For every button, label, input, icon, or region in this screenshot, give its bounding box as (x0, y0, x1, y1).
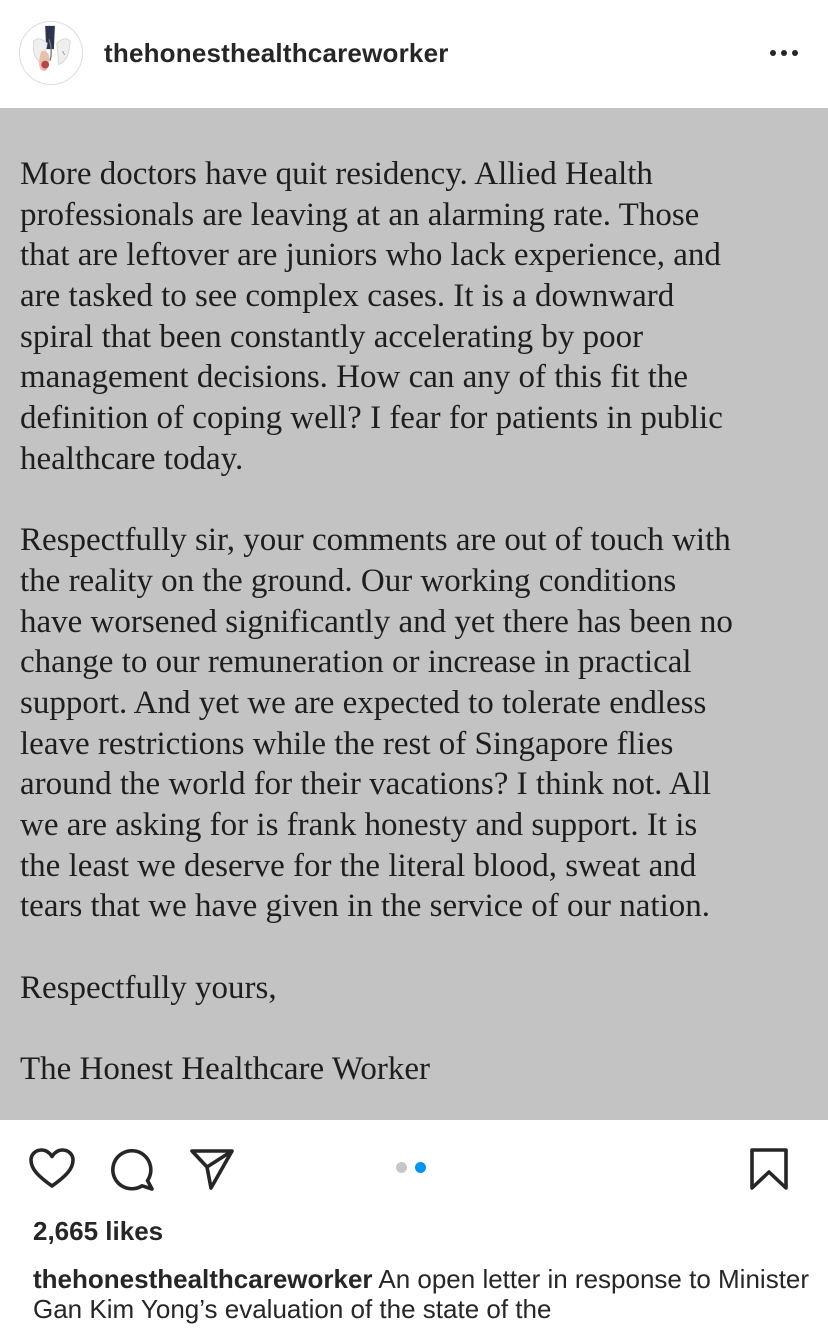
carousel-dot-active (415, 1162, 426, 1173)
post-image[interactable] (0, 108, 828, 1120)
action-bar (0, 1120, 828, 1216)
heart-icon (28, 1147, 76, 1189)
letter-line: The Honest Healthcare Worker (20, 1051, 430, 1088)
letter-line: that are leftover are juniors who lack experience, and (20, 237, 721, 274)
letter-line: More doctors have quit residency. Allied Health (20, 156, 653, 192)
letter-line: change to our remuneration or increase in practical (20, 644, 692, 681)
letter-line: support. And yet we are expected to tolerate endless (20, 684, 707, 721)
letter-line: the least we deserve for the literal blood, sweat and (20, 847, 697, 884)
letter-line: the reality on the ground. Our working conditions (20, 562, 677, 599)
send-icon (189, 1147, 235, 1191)
letter-line: we are asking for is frank honesty and support. It is (20, 807, 698, 843)
profile-picture (20, 22, 82, 84)
more-options-button[interactable] (764, 38, 804, 68)
caption-text: An open letter in response to Minister Gan Kim Yong’s evaluation of the state of the (33, 1264, 810, 1324)
post-caption (33, 1264, 823, 1324)
username-link[interactable]: thehonesthealthcareworker (104, 38, 449, 68)
likes-count[interactable]: 2,665 likes (33, 1216, 164, 1246)
bookmark-icon (748, 1147, 790, 1191)
save-button[interactable] (748, 1147, 790, 1191)
paragraph-gap (20, 927, 820, 968)
comment-button[interactable] (109, 1147, 155, 1193)
paragraph-gap (20, 1008, 820, 1049)
letter-line: management decisions. How can any of this fit the (20, 359, 689, 396)
more-dot (792, 50, 798, 56)
paragraph-gap (20, 480, 820, 521)
post-header (0, 0, 828, 108)
letter-line: Respectfully yours, (20, 969, 277, 1006)
letter-line: are tasked to see complex cases. It is a downward (20, 278, 675, 315)
letter-line: healthcare today. (20, 440, 244, 477)
like-button[interactable] (28, 1147, 76, 1189)
letter-text (20, 154, 820, 1090)
more-dot (781, 50, 787, 56)
letter-line: professionals are leaving at an alarming rate. Those (20, 196, 700, 233)
carousel-dot (396, 1162, 407, 1173)
letter-line: Respectfully sir, your comments are out of touch with (20, 522, 731, 559)
letter-line: tears that we have given in the service of our nation. (20, 888, 711, 925)
letter-line: spiral that been constantly accelerating by poor (20, 318, 644, 355)
letter-line: definition of coping well? I fear for patients in public (20, 400, 723, 437)
more-horizontal-icon (770, 50, 776, 56)
avatar[interactable] (19, 21, 83, 85)
share-button[interactable] (189, 1147, 235, 1191)
caption-username[interactable]: thehonesthealthcareworker (33, 1264, 373, 1294)
letter-line: have worsened significantly and yet there has been no (20, 603, 733, 640)
carousel-indicator (396, 1162, 426, 1173)
letter-line: around the world for their vacations? I think not. All (20, 766, 712, 803)
letter-line: leave restrictions while the rest of Singapore flies (20, 725, 674, 762)
comment-icon (109, 1147, 155, 1193)
